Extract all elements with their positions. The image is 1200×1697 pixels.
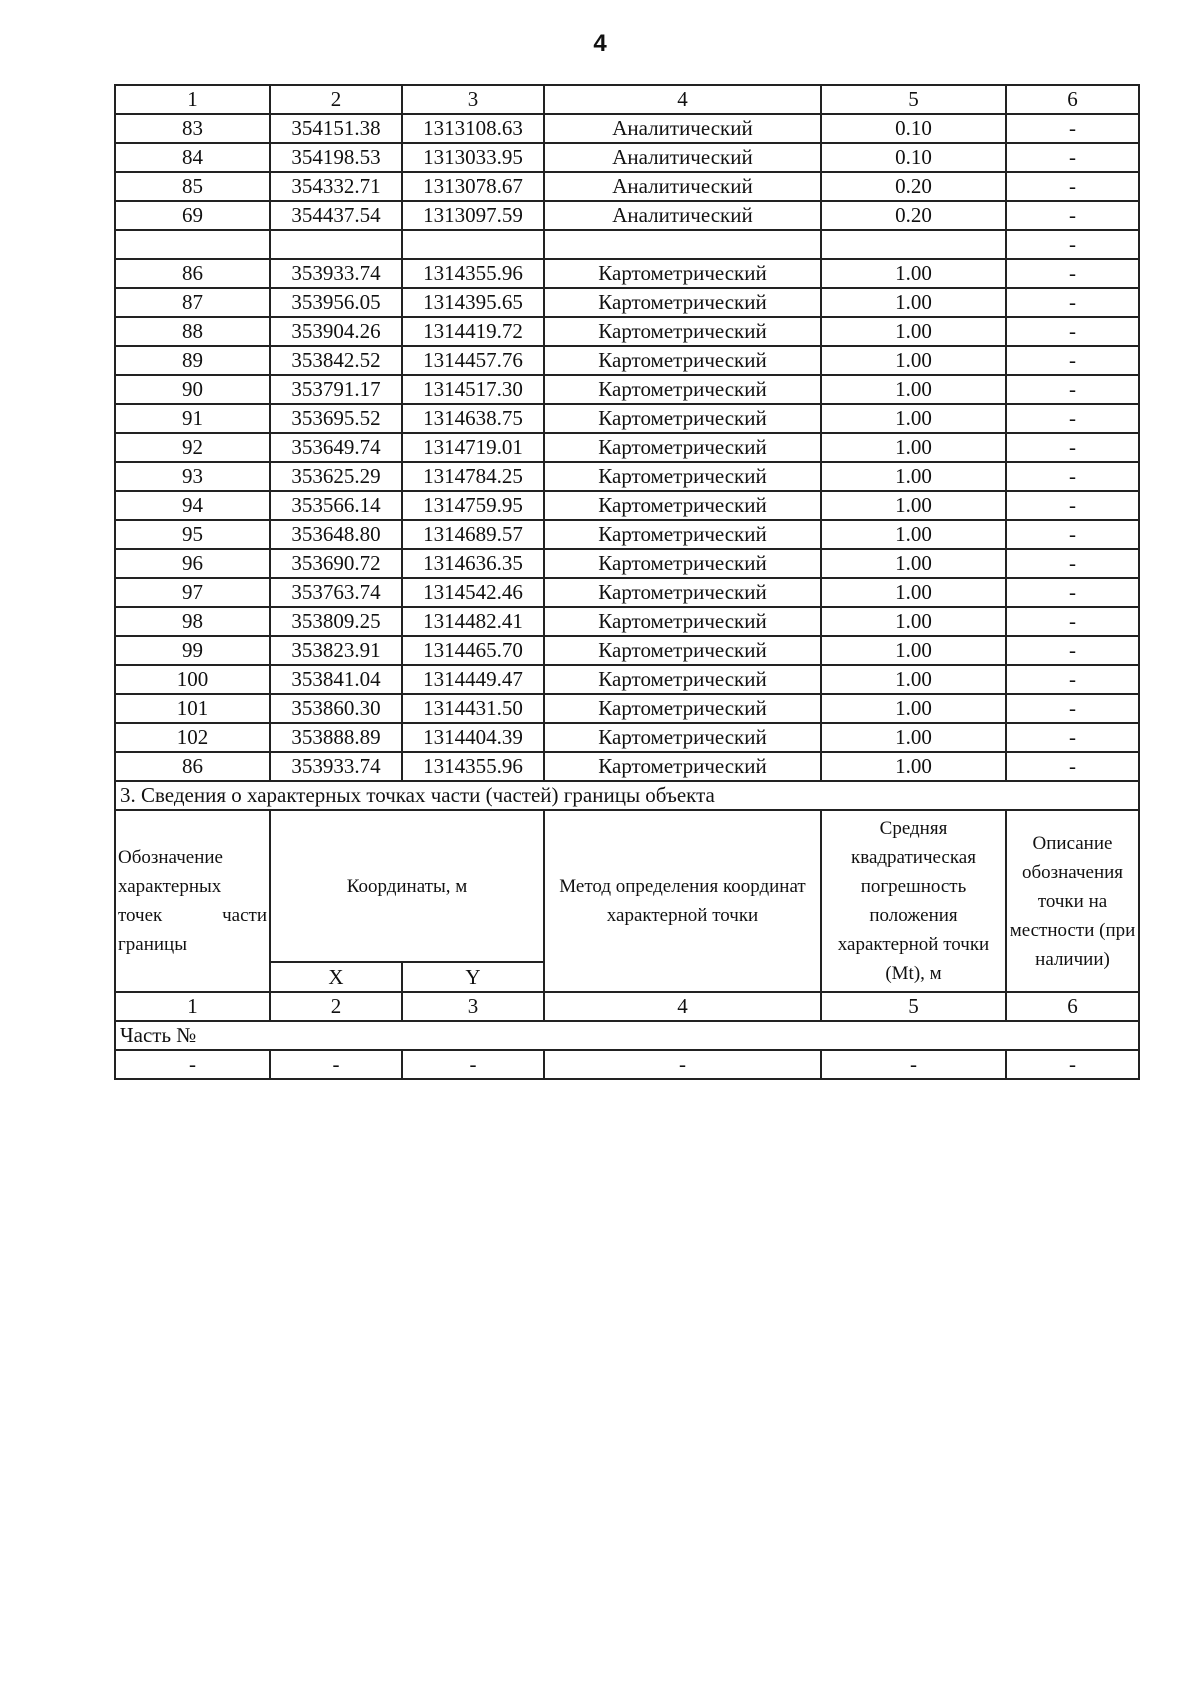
table-cell: 92 (115, 433, 270, 462)
table-cell: 1314419.72 (402, 317, 544, 346)
table-cell: Картометрический (544, 723, 821, 752)
table-cell: 1.00 (821, 404, 1006, 433)
table-cell: Картометрический (544, 462, 821, 491)
table-cell: 353648.80 (270, 520, 402, 549)
table-row (115, 752, 1139, 781)
table-cell: Картометрический (544, 520, 821, 549)
table-cell: 1.00 (821, 346, 1006, 375)
table-cell (544, 230, 821, 259)
table-cell: - (1006, 694, 1139, 723)
table-cell: 91 (115, 404, 270, 433)
column-number-cell: 2 (270, 992, 402, 1021)
table-cell: 353566.14 (270, 491, 402, 520)
table-cell: Картометрический (544, 694, 821, 723)
table-cell (270, 230, 402, 259)
table-cell: 90 (115, 375, 270, 404)
table-row (115, 143, 1139, 172)
table-cell: Картометрический (544, 346, 821, 375)
table-cell: 1.00 (821, 723, 1006, 752)
table-cell: 1314482.41 (402, 607, 544, 636)
table-cell: Картометрический (544, 665, 821, 694)
table-cell: 353933.74 (270, 259, 402, 288)
table-cell: 353842.52 (270, 346, 402, 375)
column-numbers-row (115, 992, 1139, 1021)
table-cell: - (1006, 491, 1139, 520)
table-cell: 0.10 (821, 114, 1006, 143)
table-cell: 102 (115, 723, 270, 752)
table-cell: 83 (115, 114, 270, 143)
table-cell: Картометрический (544, 752, 821, 781)
table-cell: - (1006, 230, 1139, 259)
table-cell: - (1006, 462, 1139, 491)
table-cell: - (544, 1050, 821, 1079)
table-cell: Картометрический (544, 549, 821, 578)
table-row (115, 288, 1139, 317)
table-cell: 353690.72 (270, 549, 402, 578)
table-cell: 354437.54 (270, 201, 402, 230)
table-body (115, 85, 1139, 1079)
table-cell (115, 230, 270, 259)
table-cell: - (1006, 201, 1139, 230)
table-row (115, 230, 1139, 259)
table-cell: 1314689.57 (402, 520, 544, 549)
header-designation-word: точек (118, 905, 163, 926)
table-cell: 1.00 (821, 636, 1006, 665)
table-cell: - (1006, 578, 1139, 607)
table-row (115, 317, 1139, 346)
table-cell: - (402, 1050, 544, 1079)
table-cell: - (270, 1050, 402, 1079)
table-cell: 1314719.01 (402, 433, 544, 462)
header-description: Описание обозначения точки на местности (при наличии) (1006, 810, 1139, 992)
table-cell: - (1006, 288, 1139, 317)
table-cell: 0.10 (821, 143, 1006, 172)
part-label: Часть № (115, 1021, 1139, 1050)
table-cell: 1314759.95 (402, 491, 544, 520)
boundary-points-table (114, 84, 1140, 1080)
header-coordinates: Координаты, м (270, 810, 544, 962)
table-row (115, 723, 1139, 752)
header-designation-line: Обозначение (118, 847, 223, 868)
table-cell: 1.00 (821, 549, 1006, 578)
table-cell: 86 (115, 752, 270, 781)
table-cell: 1.00 (821, 317, 1006, 346)
table-cell: 1.00 (821, 491, 1006, 520)
table-cell: 1314355.96 (402, 259, 544, 288)
table-cell: 354332.71 (270, 172, 402, 201)
table-cell: 1314395.65 (402, 288, 544, 317)
table-cell: - (1006, 433, 1139, 462)
table-cell: 1314542.46 (402, 578, 544, 607)
table-cell: 1.00 (821, 665, 1006, 694)
column-number-cell: 3 (402, 992, 544, 1021)
table-cell: 88 (115, 317, 270, 346)
table-cell: 1314355.96 (402, 752, 544, 781)
page-number: 4 (593, 30, 607, 57)
table-cell: 84 (115, 143, 270, 172)
header-designation-word: части (222, 905, 267, 926)
table-row (115, 1050, 1139, 1079)
table-cell: 353904.26 (270, 317, 402, 346)
table-cell: 353695.52 (270, 404, 402, 433)
table-cell: 1.00 (821, 375, 1006, 404)
table-cell: 1.00 (821, 694, 1006, 723)
table-cell: 1314431.50 (402, 694, 544, 723)
table-cell: 1314517.30 (402, 375, 544, 404)
table-row (115, 549, 1139, 578)
table-cell: - (1006, 404, 1139, 433)
table-cell: - (1006, 665, 1139, 694)
column-number-cell: 2 (270, 85, 402, 114)
table-cell: 1.00 (821, 288, 1006, 317)
table-cell: Картометрический (544, 375, 821, 404)
table-cell: 69 (115, 201, 270, 230)
table-cell: - (1006, 346, 1139, 375)
table-cell: 0.20 (821, 201, 1006, 230)
table-cell: Картометрический (544, 404, 821, 433)
table-cell: 1314636.35 (402, 549, 544, 578)
table-cell: Аналитический (544, 143, 821, 172)
table-cell: 0.20 (821, 172, 1006, 201)
table-cell: 1314449.47 (402, 665, 544, 694)
column-number-cell: 4 (544, 85, 821, 114)
table-cell: 100 (115, 665, 270, 694)
column-number-cell: 1 (115, 992, 270, 1021)
column-number-cell: 6 (1006, 992, 1139, 1021)
table-cell (821, 230, 1006, 259)
table-cell: 86 (115, 259, 270, 288)
table-cell: 1314638.75 (402, 404, 544, 433)
table-cell: Аналитический (544, 114, 821, 143)
table-row (115, 578, 1139, 607)
table-cell: 95 (115, 520, 270, 549)
table-cell: - (1006, 259, 1139, 288)
header-y: Y (402, 962, 544, 992)
table-row (115, 491, 1139, 520)
table-cell: - (115, 1050, 270, 1079)
table-cell: 1.00 (821, 462, 1006, 491)
table-cell: Картометрический (544, 433, 821, 462)
table-row (115, 172, 1139, 201)
table-cell: Картометрический (544, 578, 821, 607)
table-cell: Аналитический (544, 172, 821, 201)
table-cell: 1.00 (821, 607, 1006, 636)
table-cell: 1314457.76 (402, 346, 544, 375)
header-designation-line: границы (118, 934, 187, 955)
table-cell: Картометрический (544, 317, 821, 346)
column-number-cell: 6 (1006, 85, 1139, 114)
table-cell: - (1006, 143, 1139, 172)
table-cell: - (821, 1050, 1006, 1079)
table-cell: Картометрический (544, 491, 821, 520)
table-cell: - (1006, 723, 1139, 752)
table-cell: 354198.53 (270, 143, 402, 172)
column-number-cell: 5 (821, 992, 1006, 1021)
column-number-cell: 1 (115, 85, 270, 114)
header-designation-line (118, 901, 267, 930)
table-row (115, 607, 1139, 636)
table-cell: 353823.91 (270, 636, 402, 665)
table-cell: 85 (115, 172, 270, 201)
table-cell: 1.00 (821, 433, 1006, 462)
table-cell: 353649.74 (270, 433, 402, 462)
table-cell: - (1006, 549, 1139, 578)
table-cell: - (1006, 114, 1139, 143)
table-row (115, 346, 1139, 375)
column-number-cell: 4 (544, 992, 821, 1021)
header-designation-line: характерных (118, 876, 222, 897)
column-numbers-row (115, 85, 1139, 114)
table-row (115, 375, 1139, 404)
table-cell: 93 (115, 462, 270, 491)
table-cell (402, 230, 544, 259)
header-method: Метод определения координат характерной точки (544, 810, 821, 992)
table-row (115, 462, 1139, 491)
table-cell: - (1006, 752, 1139, 781)
table-cell: 89 (115, 346, 270, 375)
table-cell: Картометрический (544, 288, 821, 317)
table-cell: 353888.89 (270, 723, 402, 752)
table-cell: 353763.74 (270, 578, 402, 607)
table-cell: 353791.17 (270, 375, 402, 404)
table-row (115, 636, 1139, 665)
table-cell: 353625.29 (270, 462, 402, 491)
table-cell: 354151.38 (270, 114, 402, 143)
header-x: X (270, 962, 402, 992)
table-row (115, 404, 1139, 433)
table-row (115, 520, 1139, 549)
table-cell: 94 (115, 491, 270, 520)
table-cell: 98 (115, 607, 270, 636)
table-cell: 1314465.70 (402, 636, 544, 665)
table-cell: - (1006, 1050, 1139, 1079)
table-row (115, 114, 1139, 143)
table-cell: - (1006, 636, 1139, 665)
table-cell: Аналитический (544, 201, 821, 230)
table-cell: 353860.30 (270, 694, 402, 723)
column-number-cell: 5 (821, 85, 1006, 114)
section-title: 3. Сведения о характерных точках части (частей) границы объекта (115, 781, 1139, 810)
part-label-row (115, 1021, 1139, 1050)
section3-header-row (115, 810, 1139, 962)
table-cell: - (1006, 317, 1139, 346)
table-cell: - (1006, 520, 1139, 549)
table-cell: 1.00 (821, 259, 1006, 288)
table-cell: 353841.04 (270, 665, 402, 694)
table-row (115, 259, 1139, 288)
table-cell: Картометрический (544, 259, 821, 288)
table-row (115, 201, 1139, 230)
table-cell: 1313078.67 (402, 172, 544, 201)
header-error: Средняя квадратическая погрешность положения характерной точки (Mt), м (821, 810, 1006, 992)
table-cell: - (1006, 172, 1139, 201)
table-cell: 1314404.39 (402, 723, 544, 752)
header-designation (115, 810, 270, 992)
table-cell: - (1006, 375, 1139, 404)
table-cell: 1.00 (821, 752, 1006, 781)
column-number-cell: 3 (402, 85, 544, 114)
table-cell: 1313033.95 (402, 143, 544, 172)
table-cell: Картометрический (544, 636, 821, 665)
table-cell: 101 (115, 694, 270, 723)
section-title-row (115, 781, 1139, 810)
table-cell: 96 (115, 549, 270, 578)
table-cell: 97 (115, 578, 270, 607)
table-row (115, 433, 1139, 462)
table-row (115, 665, 1139, 694)
table-cell: - (1006, 607, 1139, 636)
table-cell: Картометрический (544, 607, 821, 636)
table-cell: 353956.05 (270, 288, 402, 317)
table-cell: 353809.25 (270, 607, 402, 636)
table-cell: 353933.74 (270, 752, 402, 781)
table-cell: 1314784.25 (402, 462, 544, 491)
table-row (115, 694, 1139, 723)
table-cell: 1.00 (821, 578, 1006, 607)
table-cell: 99 (115, 636, 270, 665)
table-cell: 1313097.59 (402, 201, 544, 230)
table-cell: 87 (115, 288, 270, 317)
table-cell: 1313108.63 (402, 114, 544, 143)
table-cell: 1.00 (821, 520, 1006, 549)
